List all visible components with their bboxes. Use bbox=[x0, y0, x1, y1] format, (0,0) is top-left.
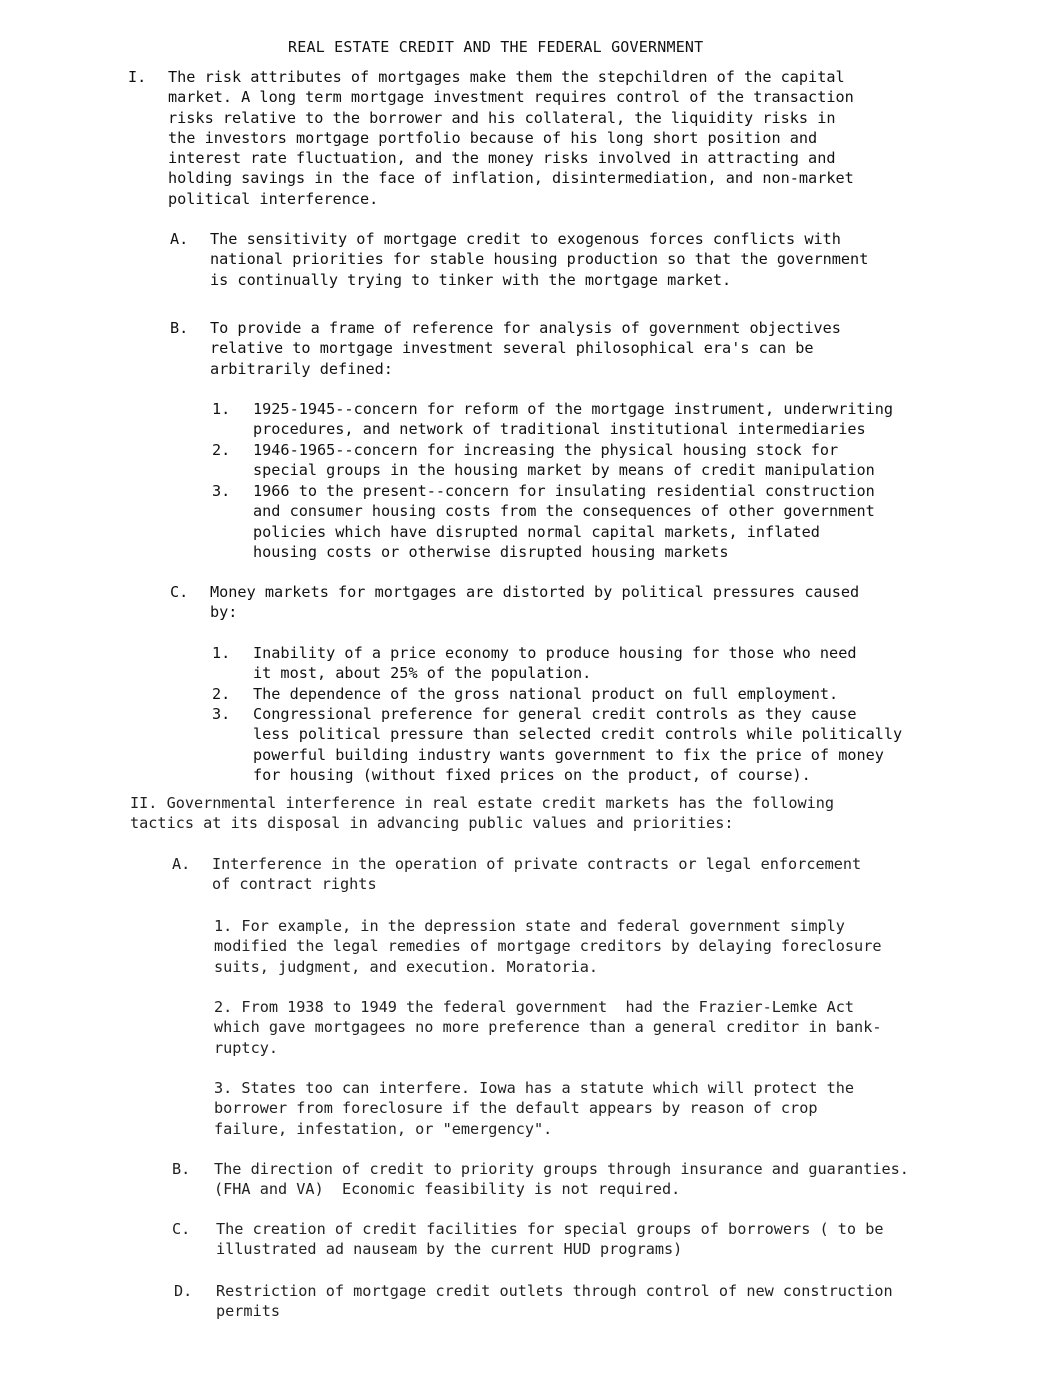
text-line: powerful building industry wants government to fix the price of money bbox=[253, 745, 884, 764]
text-line: less political pressure than selected credit controls while politically bbox=[253, 725, 903, 744]
text-line: (FHA and VA) Economic feasibility is not required. bbox=[214, 1180, 681, 1199]
section-1b-text bbox=[210, 318, 841, 379]
section-2c-label: C. bbox=[172, 1220, 191, 1238]
text-line: 1925-1945--concern for reform of the mortgage instrument, underwriting bbox=[253, 400, 894, 418]
text-line: 1. For example, in the depression state and federal government simply bbox=[214, 917, 845, 935]
text-line: of contract rights bbox=[212, 875, 377, 894]
section-1c-item-3-label: 3. bbox=[212, 705, 231, 723]
text-line: Money markets for mortgages are distorted by political pressures caused bbox=[210, 583, 860, 601]
text-line: The risk attributes of mortgages make them the stepchildren of the capital bbox=[168, 68, 845, 86]
text-line: special groups in the housing market by means of credit manipulation bbox=[253, 461, 875, 480]
text-line: 3. States too can interfere. Iowa has a statute which will protect the bbox=[214, 1079, 855, 1097]
text-line: illustrated ad nauseam by the current HUD programs) bbox=[216, 1240, 683, 1259]
section-2a-para-2 bbox=[214, 997, 882, 1058]
text-line: relative to mortgage investment several philosophical era's can be bbox=[210, 339, 814, 358]
text-line: housing costs or otherwise disrupted housing markets bbox=[253, 542, 729, 561]
section-1b-item-3-label: 3. bbox=[212, 482, 231, 500]
text-line: Interference in the operation of private contracts or legal enforcement bbox=[212, 855, 862, 873]
section-1-text bbox=[168, 67, 854, 209]
text-line: is continually trying to tinker with the mortgage market. bbox=[210, 270, 732, 289]
section-1a-text bbox=[210, 229, 868, 290]
section-2d-text bbox=[216, 1281, 893, 1322]
section-2a-para-1 bbox=[214, 916, 882, 977]
text-line: it most, about 25% of the population. bbox=[253, 664, 592, 683]
document-title: REAL ESTATE CREDIT AND THE FEDERAL GOVERNMENT bbox=[288, 38, 704, 56]
section-1c-label: C. bbox=[170, 583, 189, 601]
section-1c-item-3-text bbox=[253, 704, 902, 785]
text-line: national priorities for stable housing production so that the government bbox=[210, 250, 869, 269]
text-line: The dependence of the gross national product on full employment. bbox=[253, 685, 839, 703]
section-2-text bbox=[130, 793, 834, 834]
text-line: market. A long term mortgage investment requires control of the transaction bbox=[168, 88, 854, 107]
text-line: The creation of credit facilities for special groups of borrowers ( to be bbox=[216, 1220, 884, 1238]
section-1-label: I. bbox=[128, 68, 147, 86]
text-line: arbitrarily defined: bbox=[210, 359, 393, 378]
text-line: Restriction of mortgage credit outlets through control of new construction bbox=[216, 1282, 893, 1300]
section-1b-item-1-text bbox=[253, 399, 893, 440]
section-1c-item-1-text bbox=[253, 643, 856, 684]
text-line: tactics at its disposal in advancing public values and priorities: bbox=[130, 814, 734, 833]
text-line: procedures, and network of traditional institutional intermediaries bbox=[253, 420, 866, 439]
section-2a-text bbox=[212, 854, 861, 895]
section-1b-item-3-text bbox=[253, 481, 875, 562]
text-line: 1966 to the present--concern for insulating residential construction bbox=[253, 482, 875, 500]
section-1b-label: B. bbox=[170, 319, 189, 337]
section-2a-label: A. bbox=[172, 855, 191, 873]
section-1a-label: A. bbox=[170, 230, 189, 248]
text-line: political interference. bbox=[168, 189, 379, 208]
text-line: which gave mortgagees no more preference than a general creditor in bank- bbox=[214, 1018, 882, 1037]
text-line: borrower from foreclosure if the default appears by reason of crop bbox=[214, 1099, 818, 1118]
text-line: for housing (without fixed prices on the product, of course). bbox=[253, 765, 811, 784]
section-2c-text bbox=[216, 1219, 884, 1260]
section-2d-label: D. bbox=[174, 1282, 193, 1300]
section-2b-label: B. bbox=[172, 1160, 191, 1178]
section-1b-item-1-label: 1. bbox=[212, 400, 231, 418]
text-line: failure, infestation, or "emergency". bbox=[214, 1119, 553, 1138]
text-line: Inability of a price economy to produce housing for those who need bbox=[253, 644, 857, 662]
text-line: interest rate fluctuation, and the money risks involved in attracting and bbox=[168, 149, 836, 168]
text-line: 1946-1965--concern for increasing the physical housing stock for bbox=[253, 441, 839, 459]
section-1b-item-2-text bbox=[253, 440, 875, 481]
text-line: Congressional preference for general credit controls as they cause bbox=[253, 705, 857, 723]
text-line: II. Governmental interference in real estate credit markets has the following bbox=[130, 794, 835, 812]
text-line: To provide a frame of reference for analysis of government objectives bbox=[210, 319, 841, 337]
section-1c-text bbox=[210, 582, 859, 623]
text-line: holding savings in the face of inflation, disintermediation, and non-market bbox=[168, 169, 854, 188]
text-line: modified the legal remedies of mortgage creditors by delaying foreclosure bbox=[214, 937, 882, 956]
text-line: by: bbox=[210, 603, 238, 622]
text-line: permits bbox=[216, 1302, 281, 1321]
section-1c-item-1-label: 1. bbox=[212, 644, 231, 662]
text-line: The direction of credit to priority groups through insurance and guaranties. bbox=[214, 1160, 909, 1178]
text-line: 2. From 1938 to 1949 the federal government had the Frazier-Lemke Act bbox=[214, 998, 855, 1016]
section-2a-para-3 bbox=[214, 1078, 854, 1139]
section-1b-item-2-label: 2. bbox=[212, 441, 231, 459]
text-line: suits, judgment, and execution. Moratoria. bbox=[214, 957, 599, 976]
text-line: ruptcy. bbox=[214, 1038, 279, 1057]
section-1c-item-2-text bbox=[253, 684, 838, 704]
section-2b-text bbox=[214, 1159, 909, 1200]
text-line: policies which have disrupted normal capital markets, inflated bbox=[253, 522, 820, 541]
text-line: risks relative to the borrower and his collateral, the liquidity risks in bbox=[168, 108, 836, 127]
text-line: the investors mortgage portfolio because of his long short position and bbox=[168, 128, 818, 147]
section-1c-item-2-label: 2. bbox=[212, 685, 231, 703]
text-line: The sensitivity of mortgage credit to exogenous forces conflicts with bbox=[210, 230, 841, 248]
text-line: and consumer housing costs from the consequences of other government bbox=[253, 502, 875, 521]
